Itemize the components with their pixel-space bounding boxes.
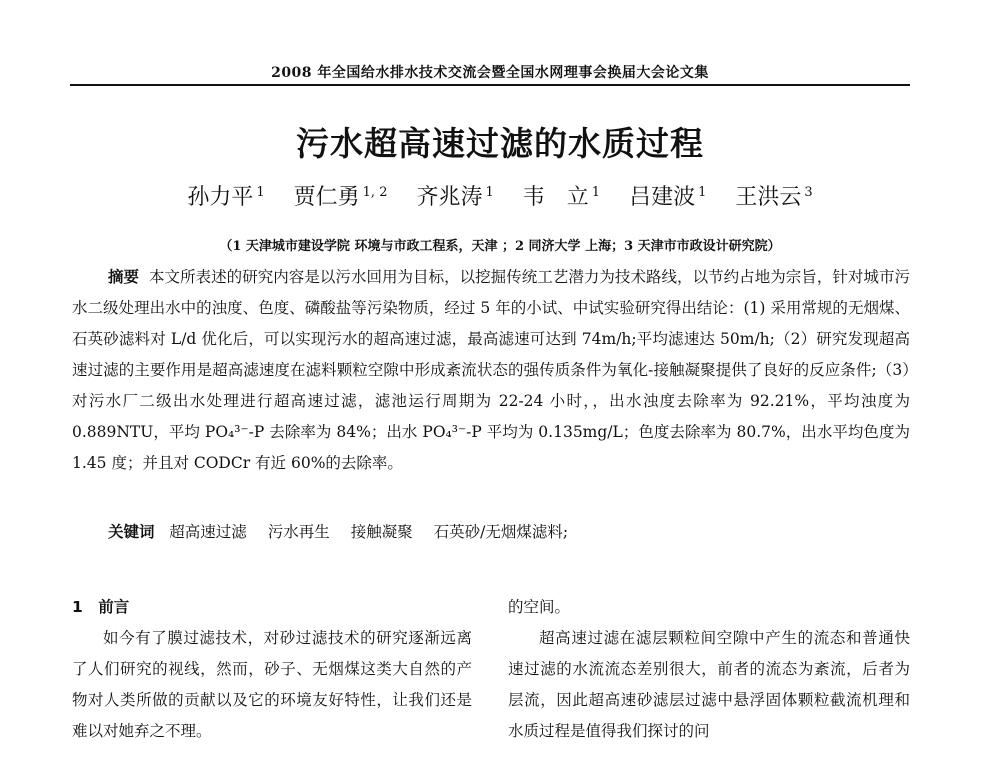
body-continuation: 的空间。 bbox=[508, 598, 571, 616]
author: 吕建波 $^1$ bbox=[629, 184, 707, 210]
paper-title: 污水超高速过滤的水质过程 bbox=[296, 124, 704, 163]
abstract-text: 本文所表述的研究内容是以污水回用为目标，以挖掘传统工艺潜力为技术路线，以节约占地为宗旨，针对城市污水二级处理出水中的浊度、色度、磷酸盐等污染物质，经过 5 年的小试、中试实验研究得出结论：(1) 采用常规的无烟煤、石英砂滤料对 L/d 优化后，可以实现污水的超高速过滤，最高滤速可达到 74m/h;平均滤速达 50m/h;（2）研究发现超高速过滤的主要作用是超高滤速度在滤料颗粒空隙中形成紊流状态的强传质条件为氧化-接触凝聚提供了良好的反应条件;（3）对污水厂二级出水处理进行超高速过滤，滤池运行周期为 22-24 小时，，出水浊度去除率为 92.21%，平均浊度为 0.889NTU，平均 PO₄³⁻-P 去除率为 84%；出水 PO₄³⁻-P 平均为 0.135mg/L；色度去除率为 80.7%，出水平均色度为 1.45 度；并且对 CODCr 有近 60%的去除率。 bbox=[72, 268, 910, 472]
body-paragraph: 超高速过滤在滤层颗粒间空隙中产生的流态和普通快速过滤的水流流态差别很大，前者的流态为紊流，后者为层流，因此超高速砂滤层过滤中悬浮固体颗粒截流机理和水质过程是值得我们探讨的问 bbox=[508, 629, 910, 740]
keywords bbox=[108, 520, 908, 542]
body-column-right bbox=[508, 592, 910, 747]
author: 贾仁勇 $^{1, 2}$ bbox=[293, 184, 388, 210]
section-heading: 1 前言 bbox=[72, 598, 130, 616]
keywords-label: 关键词 bbox=[108, 523, 155, 541]
keyword: 超高速过滤 bbox=[169, 523, 247, 541]
body-column-left bbox=[72, 592, 472, 747]
author: 王洪云 $^3$ bbox=[735, 184, 813, 210]
keyword: 石英砂/无烟煤滤料; bbox=[433, 523, 569, 541]
author: 孙力平 $^1$ bbox=[187, 184, 265, 210]
abstract bbox=[72, 262, 910, 479]
affiliations: （1 天津城市建设学院 环境与市政工程系，天津 ；2 同济大学 上海；3 天津市市政设计研究院） bbox=[219, 239, 781, 254]
keyword: 接触凝聚 bbox=[350, 523, 413, 541]
author: 韦 立 $^1$ bbox=[522, 184, 601, 210]
abstract-paragraph bbox=[72, 262, 910, 479]
conference-header: 2008 年全国给水排水技术交流会暨全国水网理事会换届大会论文集 bbox=[271, 65, 709, 81]
author: 齐兆涛 $^1$ bbox=[416, 184, 494, 210]
author-list bbox=[0, 180, 1000, 211]
body-paragraph: 如今有了膜过滤技术，对砂过滤技术的研究逐渐远离了人们研究的视线，然而，砂子、无烟煤这类大自然的产物对人类所做的贡献以及它的环境友好特性，让我们还是难以对她弃之不理。 bbox=[72, 629, 472, 740]
header-divider bbox=[70, 84, 910, 86]
abstract-label: 摘要 bbox=[108, 268, 140, 286]
keyword: 污水再生 bbox=[267, 523, 330, 541]
